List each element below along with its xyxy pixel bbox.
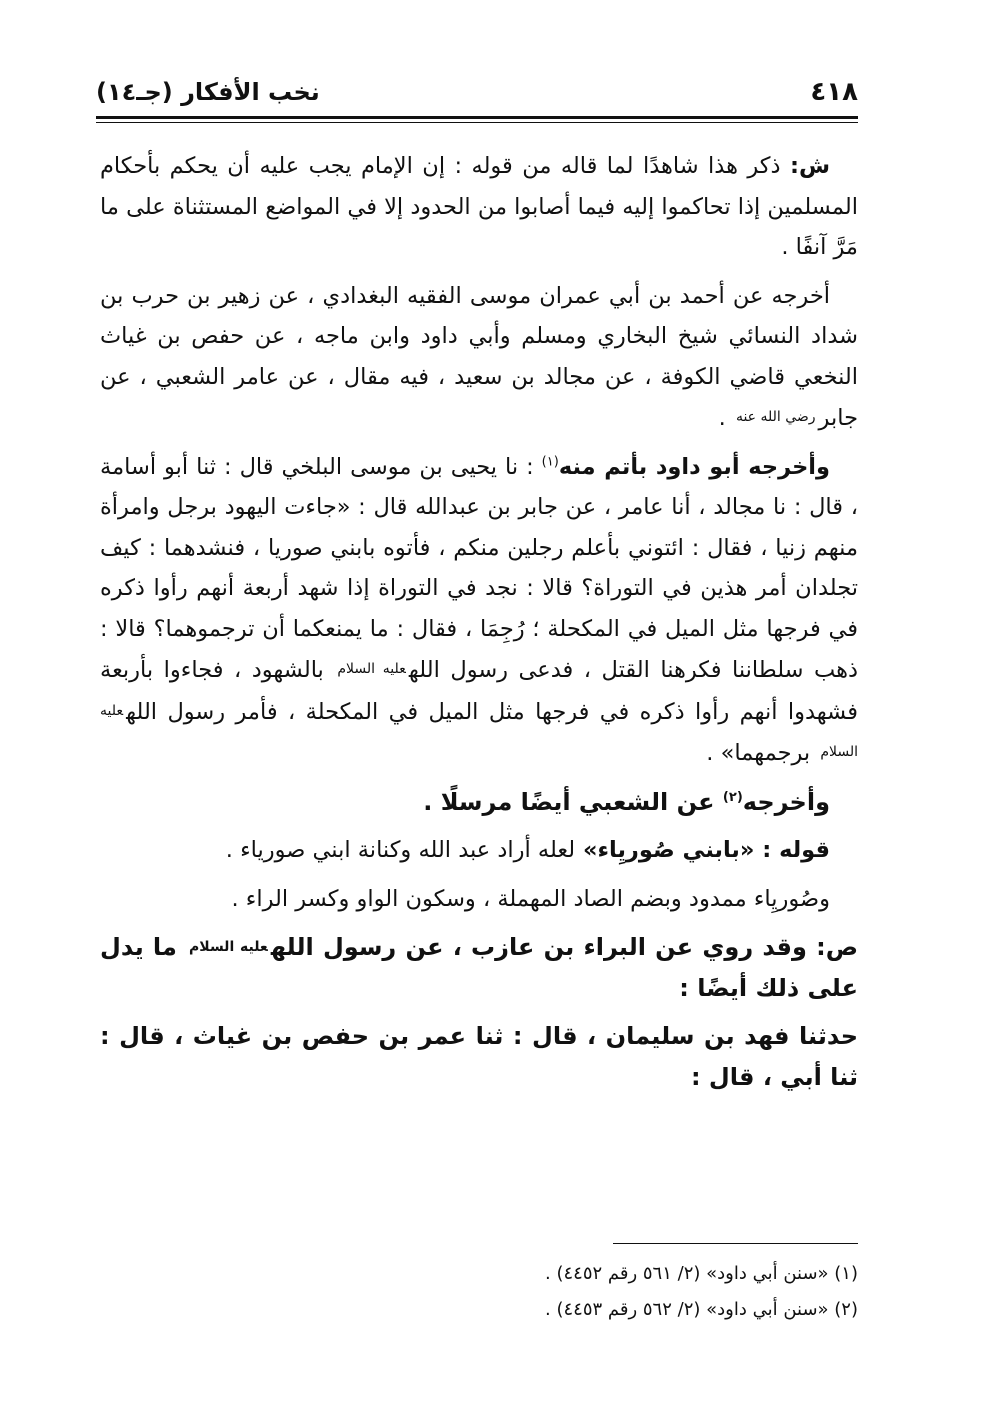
paragraph-spelling — [100, 879, 858, 920]
running-title: نخب الأفكار (جـ١٤) — [96, 78, 320, 106]
paragraph-isnad — [100, 276, 858, 439]
paragraph-lead: وأخرجه — [742, 787, 830, 816]
paragraph-text: لعله أراد عبد الله وكنانة ابني صورياء . — [225, 837, 576, 863]
paragraph-text: برجمهما» . — [706, 740, 818, 766]
page-header — [96, 72, 858, 112]
footnote-1: (١) «سنن أبي داود» (٢/ ٥٦١ رقم ٤٤٥٢) . — [545, 1263, 858, 1284]
paragraph-text: ذكر هذا شاهدًا لما قاله من قوله : إن الإمام يجب عليه أن يحكم بأحكام المسلمين إذا تحاكموا إليه فيما أصابوا من الحدود إلا في المواضع المستثناة على ما مَرَّ آنفًا . — [100, 153, 858, 260]
paragraph-lead: وأخرجه أبو داود بأتم منه — [558, 453, 831, 480]
paragraph-gloss — [100, 830, 858, 871]
quoted-term: «بابني صُوريِاء» — [575, 837, 763, 863]
page-number: ٤١٨ — [810, 77, 858, 107]
paragraph-mursal — [100, 782, 858, 823]
footnote-ref-1[interactable]: (١) — [541, 454, 559, 469]
honorific-glyph: عليه السلام — [337, 661, 406, 677]
footnote-separator — [613, 1243, 858, 1244]
footnote-ref-2[interactable]: (٢) — [722, 789, 743, 805]
paragraph-commentary — [100, 146, 858, 268]
paragraph-text: حدثنا فهد بن سليمان ، قال : ثنا عمر بن حفص بن غياث ، قال : ثنا أبي ، قال : — [100, 1022, 858, 1091]
paragraph-text: أخرجه عن أحمد بن أبي عمران موسى الفقيه البغدادي ، عن زهير بن حرب بن شداد النسائي شيخ البخاري ومسلم وأبي داود وابن ماجه ، عن حفص بن غياث النخعي قاضي الكوفة ، عن مجالد بن سعيد ، فيه مقال ، عن عامر الشعبي ، عن جابر — [100, 282, 858, 431]
footnotes — [100, 1256, 858, 1328]
paragraph-hadith — [100, 447, 858, 774]
paragraph-text: بالشهود ، فجاءوا بأربعة فشهدوا أنهم رأوا ذكره في فرجها مثل الميل في المكحلة ، فأمر رسول الله — [100, 657, 858, 725]
paragraph-text: : نا يحيى بن موسى البلخي قال : ثنا أبو أسامة ، قال : نا مجالد ، أنا عامر ، عن جابر بن عبدالله قال : «جاءت اليهود برجل وامرأة منهم زنيا ، فقال : ائتوني بأعلم رجلين منكم ، فأتوه بابني صوريا ، فنشدهما : كيف تجلدان أمر هذين في التوراة؟ قالا : نجد في التوراة إذا شهد أربعة أنهم رأوا ذكره في فرجها مثل الميل في المكحلة ؛ رُجِمَا ، فقال : ما يمنعكما أن ترجموهما؟ قالا : ذهب سلطاننا فكرهنا القتل ، فدعى رسول الله — [100, 453, 858, 683]
paragraph-haddathana — [100, 1016, 858, 1097]
sad-marker: ص: — [816, 933, 859, 961]
paragraph-tail: . — [718, 405, 733, 431]
paragraph-sad — [100, 927, 858, 1008]
header-rule-thin — [96, 122, 858, 123]
paragraph-text: وصُوريِاء ممدود وبضم الصاد المهملة ، وسكون الواو وكسر الراء . — [231, 885, 830, 912]
honorific-glyph: عليه السلام — [189, 939, 268, 955]
paragraph-text: وقد روي عن البراء بن عازب ، عن رسول الله — [270, 933, 817, 961]
header-rule-thick — [96, 116, 858, 119]
honorific-glyph: رضي الله عنه — [735, 409, 816, 425]
paragraph-text: ما يدل على ذلك أيضًا : — [100, 933, 858, 1002]
honorific-glyph: عليه السلام — [100, 702, 858, 760]
commentary-marker: ش: — [789, 153, 830, 179]
main-text — [100, 146, 858, 1105]
footnote-2: (٢) «سنن أبي داود» (٢/ ٥٦٢ رقم ٤٤٥٣) . — [545, 1299, 858, 1320]
paragraph-lead: قوله : — [762, 837, 830, 863]
paragraph-text: عن الشعبي أيضًا مرسلًا . — [423, 787, 723, 816]
